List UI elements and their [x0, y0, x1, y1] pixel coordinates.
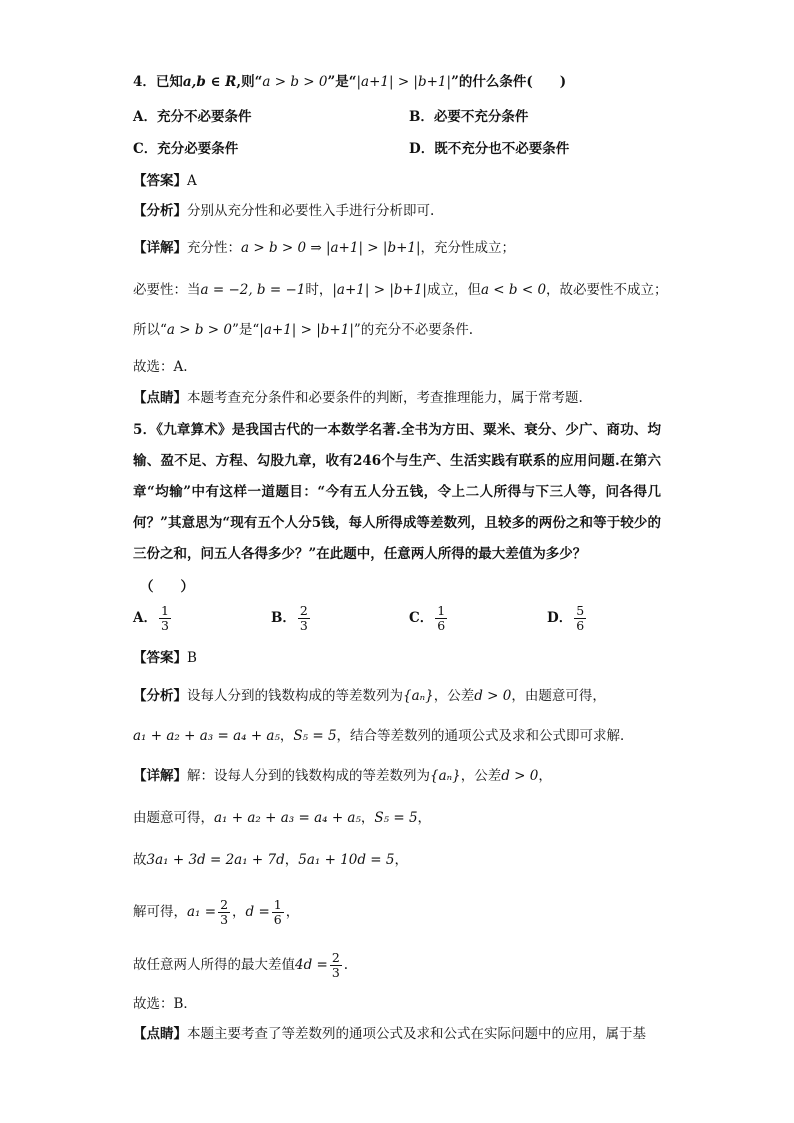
answer-value: B — [187, 650, 197, 666]
q4-option-d: D．既不充分也不必要条件 — [409, 141, 570, 157]
fraction-denominator: 6 — [437, 618, 446, 633]
q5-detail-line-5 — [133, 951, 348, 980]
detail-math: a > b > 0 ⇒ |a+1| > |b+1| — [241, 240, 421, 256]
fraction-numerator: 5 — [576, 603, 585, 618]
detail-text: 充分性： — [187, 240, 241, 256]
detail-math: a < b < 0 — [480, 282, 547, 298]
detail-text: 由题意可得， — [133, 810, 214, 826]
analysis-math: a₁ + a₂ + a₃ = a₄ + a₅ — [133, 728, 280, 744]
detail-text: . — [343, 957, 349, 973]
fraction — [218, 898, 230, 927]
q5-detail-line-1 — [133, 766, 552, 786]
detail-text: ， — [360, 810, 375, 826]
q4-text: ”是“ — [327, 74, 357, 90]
q4-choose: 故选：A. — [133, 359, 188, 375]
detail-math: 4d = — [295, 957, 328, 973]
detail-math: 5a₁ + 10d = 5 — [298, 852, 395, 868]
detail-text: 成立，但 — [426, 282, 481, 298]
option-label: B． — [271, 610, 296, 626]
fraction — [159, 604, 171, 633]
q5-answer — [133, 648, 197, 668]
detail-text: 所以“ — [133, 322, 167, 338]
q4-detail-line-2 — [133, 280, 668, 300]
fraction — [272, 898, 284, 927]
analysis-tag: 【分析】 — [133, 203, 187, 219]
comment-tag: 【点睛】 — [133, 1026, 187, 1042]
detail-math: a₁ = — [187, 904, 217, 920]
q5-detail-line-3 — [133, 850, 408, 870]
detail-text: ， — [285, 904, 300, 920]
detail-text: ，公差 — [460, 768, 502, 784]
fraction — [574, 604, 586, 633]
q4-detail-line-3 — [133, 320, 473, 340]
fraction-denominator: 6 — [273, 912, 282, 927]
detail-math: |a+1| > |b+1| — [332, 282, 427, 298]
detail-text: 故 — [133, 852, 147, 868]
answer-tag: 【答案】 — [133, 173, 187, 189]
analysis-math: d > 0 — [474, 688, 512, 704]
fraction-numerator: 2 — [220, 897, 229, 912]
detail-math: d = — [245, 904, 270, 920]
detail-text: 时， — [305, 282, 333, 298]
detail-text: ”的充分不必要条件. — [353, 322, 474, 338]
q5-comment — [133, 1024, 646, 1044]
q4-condition-1: a > b > 0 — [262, 74, 328, 90]
detail-math: d > 0 — [501, 768, 539, 784]
detail-tag: 【详解】 — [133, 240, 187, 256]
q4-option-a: A．充分不必要条件 — [133, 109, 252, 125]
fraction — [298, 604, 310, 633]
detail-text: ，充分性成立； — [420, 240, 516, 256]
fraction-numerator: 1 — [160, 603, 169, 618]
comment-text: 本题主要考查了等差数列的通项公式及求和公式在实际问题中的应用，属于基 — [187, 1026, 646, 1042]
fraction-denominator: 3 — [299, 618, 308, 633]
q4-text: ”的什么条件( ) — [451, 74, 567, 90]
q5-stem: 5．《九章算术》是我国古代的一本数学名著.全书为方田、粟米、衰分、少广、商功、均输、盈不足、方程、勾股九章，收有246个与生产、生活实践有联系的应用问题.在第六章“均输”中有这样一道题目：“今有五人分五钱，令上二人所得与下三人等，问各得几何？”其意思为“现有五个人分5钱，每人所得成等差数列，且较多的两份之和等于较少的三份之和，问五人各得多少？”在此题中，任意两人所得的最大差值为多少？ — [133, 422, 661, 562]
q5-option-d — [547, 604, 588, 633]
analysis-text: ， — [279, 728, 294, 744]
fraction — [330, 951, 342, 980]
q5-option-c — [409, 604, 449, 633]
detail-math: |a+1| > |b+1| — [259, 322, 354, 338]
q4-text: ,则“ — [236, 74, 263, 90]
analysis-math: S₅ = 5 — [293, 728, 337, 744]
detail-tag: 【详解】 — [133, 768, 187, 784]
option-label: D． — [547, 610, 573, 626]
q4-option-b: B．必要不充分条件 — [409, 109, 529, 125]
detail-text: ， — [394, 852, 408, 868]
q4-condition-2: |a+1| > |b+1| — [356, 74, 452, 90]
fraction-denominator: 3 — [331, 965, 340, 980]
fraction-numerator: 2 — [331, 950, 340, 965]
detail-math: a > b > 0 — [166, 322, 232, 338]
detail-math: {aₙ} — [430, 768, 461, 784]
detail-text: 解可得， — [133, 904, 187, 920]
analysis-text: ，结合等差数列的通项公式及求和公式即可求解． — [336, 728, 634, 744]
analysis-text: 分别从充分性和必要性入手进行分析即可. — [187, 203, 435, 219]
q5-analysis-line-2 — [133, 726, 634, 746]
q5-detail-line-2 — [133, 808, 431, 828]
q5-choose: 故选：B． — [133, 996, 197, 1012]
q4-comment — [133, 388, 583, 408]
q4-stem — [133, 72, 566, 92]
comment-text: 本题考查充分条件和必要条件的判断，考查推理能力，属于常考题. — [187, 390, 583, 406]
q5-analysis-line-1 — [133, 686, 606, 706]
option-label: A． — [133, 610, 157, 626]
q4-vars: a,b ∈ R — [182, 74, 237, 90]
detail-text: ，故必要性不成立； — [546, 282, 668, 298]
detail-text: ”是“ — [231, 322, 260, 338]
q4-detail-line-1 — [133, 238, 515, 258]
analysis-tag: 【分析】 — [133, 688, 187, 704]
detail-math: 3a₁ + 3d = 2a₁ + 7d — [146, 852, 285, 868]
detail-text: ， — [417, 810, 432, 826]
fraction-denominator: 6 — [576, 618, 585, 633]
fraction-denominator: 3 — [160, 618, 169, 633]
analysis-text: ，公差 — [433, 688, 475, 704]
analysis-text: 设每人分到的钱数构成的等差数列为 — [187, 688, 403, 704]
q4-option-c: C．充分必要条件 — [133, 141, 239, 157]
analysis-math: {aₙ} — [403, 688, 434, 704]
option-label: C． — [409, 610, 434, 626]
q4-analysis — [133, 201, 434, 221]
fraction-numerator: 1 — [437, 603, 446, 618]
detail-math: S₅ = 5 — [374, 810, 418, 826]
fraction-denominator: 3 — [220, 912, 229, 927]
detail-text: ， — [232, 904, 246, 920]
detail-text: 解：设每人分到的钱数构成的等差数列为 — [187, 768, 430, 784]
q5-option-b — [271, 604, 312, 633]
q5-paren: （ ） — [140, 579, 194, 595]
analysis-text: ，由题意可得， — [511, 688, 606, 704]
q4-answer — [133, 171, 197, 191]
fraction — [435, 604, 447, 633]
detail-math: a₁ + a₂ + a₃ = a₄ + a₅ — [214, 810, 361, 826]
comment-tag: 【点睛】 — [133, 390, 187, 406]
answer-tag: 【答案】 — [133, 650, 187, 666]
detail-text: ， — [284, 852, 299, 868]
q5-detail-line-4 — [133, 898, 299, 927]
fraction-numerator: 2 — [299, 603, 308, 618]
q4-number: 4．已知 — [133, 74, 183, 90]
detail-text: 必要性：当 — [133, 282, 201, 298]
detail-text: 故任意两人所得的最大差值 — [133, 957, 295, 973]
detail-math: a = −2, b = −1 — [200, 282, 306, 298]
answer-value: A — [187, 173, 197, 189]
q5-option-a — [133, 604, 173, 633]
fraction-numerator: 1 — [273, 897, 282, 912]
detail-text: ， — [538, 768, 552, 784]
